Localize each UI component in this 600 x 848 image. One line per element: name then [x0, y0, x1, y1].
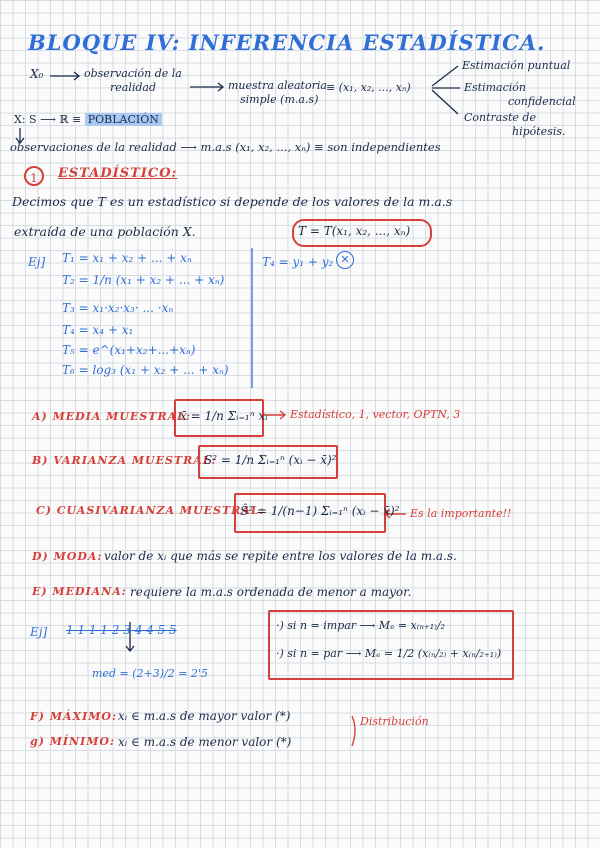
section-number: 1 — [24, 166, 44, 186]
x-map — [14, 114, 162, 125]
x0-symbol: X₀ — [30, 67, 44, 81]
varianza-formula: S² = 1/n Σᵢ₌₁ⁿ (xᵢ − x̄)² — [204, 453, 337, 467]
use-contraste: Contraste de — [464, 111, 536, 124]
mediana-rule-par: ·) si n = par ⟶ Mₑ = 1/2 (x₍ₙ/₂₎ + x₍ₙ/₂₊₁₎) — [276, 647, 502, 660]
mediana-sequence: 1 1 1 1 2 3 4 4 5 5 — [66, 623, 177, 637]
x-map-text: X: S ⟶ ℝ ≡ — [14, 113, 82, 126]
definition-line2: extraída de una población X. — [14, 224, 196, 239]
minimo-label: g) MÍNIMO: — [30, 735, 116, 748]
definition-line1: Decimos que T es un estadístico si depende de los valores de la m.a.s — [12, 194, 453, 209]
use-confidencial: confidencial — [508, 95, 576, 108]
example-T2: T₂ = 1/n (x₁ + x₂ + ... + xₙ) — [62, 273, 225, 287]
moda-label: D) MODA: — [32, 550, 103, 563]
cuasivarianza-label: C) CUASIVARIANZA MUESTRAL: — [36, 504, 265, 517]
page-title: BLOQUE IV: INFERENCIA ESTADÍSTICA. — [28, 30, 546, 55]
media-formula: x̄ = 1/n Σᵢ₌₁ⁿ xᵢ — [180, 409, 268, 423]
example-T5: T₅ = e^(x₁+x₂+...+xₙ) — [62, 343, 196, 357]
varianza-label: B) VARIANZA MUESTRAL: — [32, 454, 217, 467]
mediana-example-result: med = (2+3)/2 = 2'5 — [92, 667, 208, 680]
moda-text: valor de xᵢ que más se repite entre los valores de la m.a.s. — [104, 549, 457, 563]
poblacion-highlight: POBLACIÓN — [85, 113, 162, 126]
observaciones-line: observaciones de la realidad ⟶ m.a.s (x₁, x₂, ..., xₙ) ≡ son independientes — [10, 140, 441, 154]
mediana-text: requiere la m.a.s ordenada de menor a mayor. — [130, 585, 412, 599]
muestra-line1: muestra aleatoria — [228, 79, 327, 92]
obs-realidad-line1: observación de la — [84, 67, 182, 80]
t4-side-formula: T₄ = y₁ + y₂ — [262, 255, 334, 269]
maximo-label: F) MÁXIMO: — [30, 710, 118, 723]
distribucion-note: Distribución — [360, 715, 429, 728]
mediana-ej-label: Ej] — [30, 625, 48, 639]
example-T3: T₃ = x₁·x₂·x₃· ... ·xₙ — [62, 301, 174, 315]
ej-label: Ej] — [28, 255, 46, 269]
formula-T: T = T(x₁, x₂, ..., xₙ) — [298, 224, 411, 238]
mediana-label: E) MEDIANA: — [32, 585, 127, 598]
obs-realidad-line2: realidad — [110, 81, 157, 94]
media-note: Estadístico, 1, vector, OPTN, 3 — [290, 408, 461, 421]
maximo-text: xᵢ ∈ m.a.s de mayor valor (*) — [118, 709, 291, 723]
cuasivarianza-note: Es la importante!! — [410, 507, 512, 520]
media-label: A) MEDIA MUESTRAL: — [32, 410, 191, 423]
use-estimacion-puntual: Estimación puntual — [462, 59, 571, 72]
t4-cross-mark: ✕ — [336, 251, 354, 269]
section-heading: ESTADÍSTICO: — [58, 166, 178, 181]
minimo-text: xᵢ ∈ m.a.s de menor valor (*) — [118, 735, 292, 749]
use-estimacion: Estimación — [464, 81, 526, 94]
example-T6: T₆ = log₃ (x₁ + x₂ + ... + xₙ) — [62, 363, 229, 377]
cuasivarianza-formula: Ŝ² = 1/(n−1) Σᵢ₌₁ⁿ (xᵢ − x̄)² — [240, 504, 400, 518]
example-T1: T₁ = x₁ + x₂ + ... + xₙ — [62, 251, 192, 265]
mediana-rule-impar: ·) si n = impar ⟶ Mₑ = x₍ₙ₊₁₎/₂ — [276, 619, 445, 632]
muestra-tuple: ≡ (x₁, x₂, ..., xₙ) — [326, 81, 411, 94]
muestra-line2: simple (m.a.s) — [240, 93, 319, 106]
example-T4: T₄ = x₄ + x₁ — [62, 323, 134, 337]
use-hipotesis: hipótesis. — [512, 125, 566, 138]
